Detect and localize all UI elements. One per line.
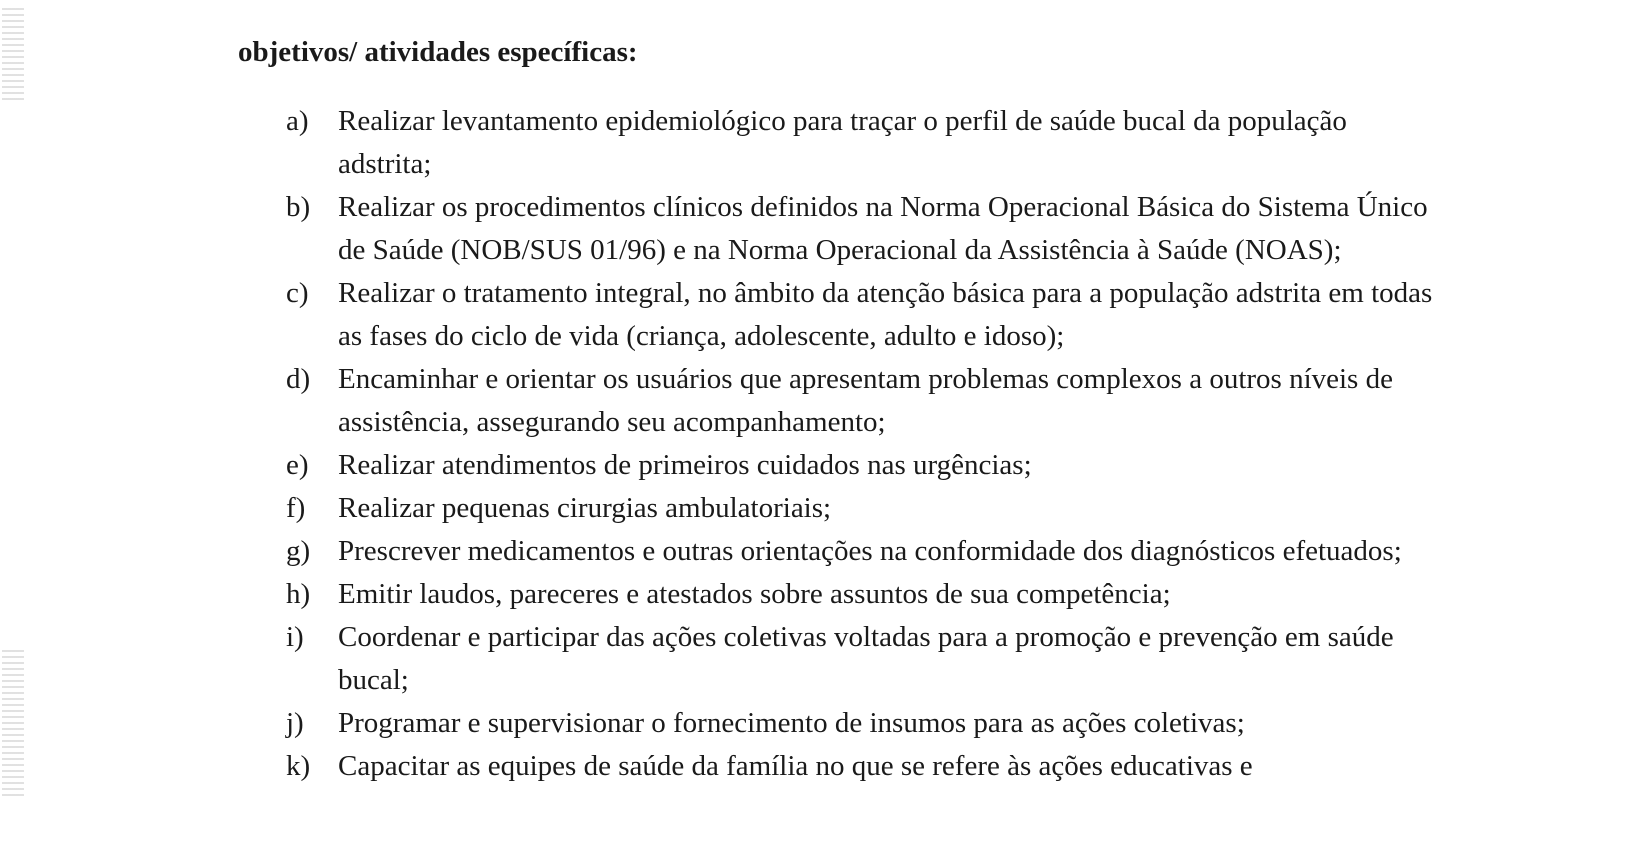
list-item-marker: d) [286, 363, 311, 395]
list-item-marker: c) [286, 277, 309, 309]
list-item-text: Realizar atendimentos de primeiros cuidados nas urgências; [338, 449, 1032, 481]
list-item-text: Programar e supervisionar o fornecimento de insumos para as ações coletivas; [338, 707, 1245, 739]
list-item-text: Encaminhar e orientar os usuários que apresentam problemas complexos a outros níveis de assistência, assegurando seu acompanhamento; [338, 363, 1393, 438]
list-item-text: Realizar o tratamento integral, no âmbito da atenção básica para a população adstrita em todas as fases do ciclo de vida (criança, adolescente, adulto e idoso); [338, 277, 1433, 352]
activity-list [286, 100, 1446, 788]
list-item [286, 487, 1446, 530]
list-item [286, 745, 1446, 788]
list-item-text: Realizar pequenas cirurgias ambulatoriais; [338, 492, 832, 524]
list-item-marker: k) [286, 750, 311, 782]
list-item-text: Prescrever medicamentos e outras orientações na conformidade dos diagnósticos efetuados; [338, 535, 1402, 567]
list-item-text: Emitir laudos, pareceres e atestados sobre assuntos de sua competência; [338, 578, 1171, 610]
list-item [286, 100, 1446, 186]
list-item-marker: i) [286, 621, 304, 653]
list-item [286, 573, 1446, 616]
list-item [286, 444, 1446, 487]
list-item-marker: j) [286, 707, 304, 739]
list-item-marker: f) [286, 492, 306, 524]
list-item-text: Capacitar as equipes de saúde da família no que se refere às ações educativas e [338, 750, 1253, 782]
list-item-marker: a) [286, 105, 309, 137]
list-item-text: Realizar os procedimentos clínicos definidos na Norma Operacional Básica do Sistema Único de Saúde (NOB/SUS 01/96) e na Norma Operacional da Assistência à Saúde (NOAS); [338, 191, 1428, 266]
list-item-marker: b) [286, 191, 311, 223]
list-item [286, 702, 1446, 745]
list-item-text: Realizar levantamento epidemiológico para traçar o perfil de saúde bucal da população adstrita; [338, 105, 1347, 180]
list-item [286, 616, 1446, 702]
list-item [286, 358, 1446, 444]
list-item [286, 186, 1446, 272]
list-item-marker: h) [286, 578, 311, 610]
section-heading: objetivos/ atividades específicas: [238, 36, 638, 68]
list-item-marker: g) [286, 535, 311, 567]
list-item-text: Coordenar e participar das ações coletivas voltadas para a promoção e prevenção em saúde bucal; [338, 621, 1394, 696]
list-item-marker: e) [286, 449, 309, 481]
list-item [286, 530, 1446, 573]
list-item [286, 272, 1446, 358]
